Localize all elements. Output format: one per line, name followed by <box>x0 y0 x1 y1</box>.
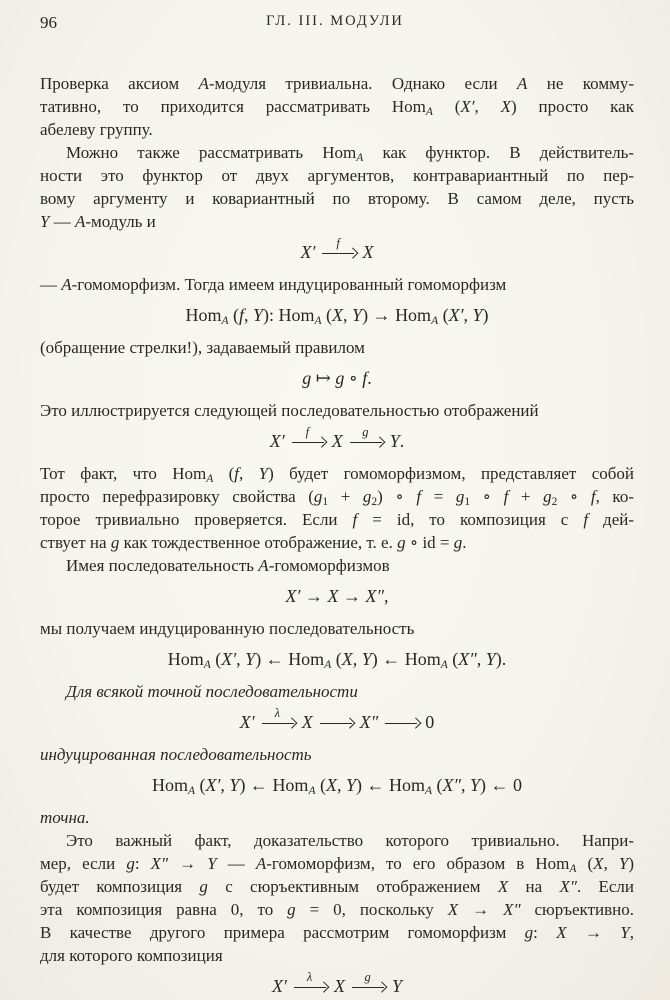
display-formula <box>40 773 634 798</box>
text-run: , <box>336 775 346 795</box>
subscript: A <box>324 659 332 671</box>
text-run: ) ← <box>255 649 289 669</box>
text-run: ) <box>482 305 489 325</box>
text-run: ) ← <box>355 775 389 795</box>
text-run: Y <box>472 305 483 325</box>
paragraph <box>40 743 634 766</box>
text-run: X <box>362 242 374 262</box>
text-run: → <box>300 586 328 606</box>
text-run: f <box>590 487 596 506</box>
text-run: g <box>397 533 406 552</box>
text-run: , <box>629 923 634 942</box>
text-run: ( <box>321 305 333 325</box>
text-run: = 0, поскольку <box>295 900 448 919</box>
text-run: дей- <box>588 510 634 529</box>
page-body <box>40 72 634 1000</box>
text-run: X <box>332 305 344 325</box>
paragraph-line <box>40 806 634 829</box>
text-run: — <box>216 854 256 873</box>
text-run: f <box>234 464 240 483</box>
text-run: , <box>383 586 389 606</box>
subscript: A <box>431 315 439 327</box>
arrow-label: λ <box>274 705 281 720</box>
text-run: В качестве другого примера рассмотрим гомоморфизм <box>40 923 525 942</box>
display-formula <box>40 969 634 999</box>
text-run: f <box>352 510 358 529</box>
text-run: Y <box>470 775 481 795</box>
paragraph <box>40 806 634 829</box>
text-run: ( <box>432 775 443 795</box>
text-run: ности это функтор от двух аргументов, контравариантный по пер- <box>40 166 634 185</box>
text-run: -модуль и <box>85 212 156 231</box>
text-run: ). <box>495 649 507 669</box>
text-run: g <box>199 877 208 896</box>
paragraph-line <box>40 875 634 898</box>
text-run: Hom <box>151 775 188 795</box>
text-run: g <box>453 533 463 552</box>
subscript: A <box>221 315 229 327</box>
text-run: X″ <box>359 712 379 732</box>
text-run: ( <box>447 649 459 669</box>
text-run: X′ <box>269 431 285 451</box>
paragraph-line <box>40 210 634 233</box>
text-run: сюръективно. <box>520 900 634 919</box>
paragraph <box>40 72 634 141</box>
text-run: X <box>556 923 567 942</box>
text-run: Это иллюстрируется следующей последовательностью отображений <box>40 401 539 420</box>
text-run: ( <box>576 854 594 873</box>
text-run: ∘ <box>470 487 504 506</box>
paragraph <box>40 462 634 554</box>
text-run: не комму- <box>527 74 634 93</box>
text-run: ( <box>331 649 342 669</box>
text-run: Для всякой точной последовательности <box>66 682 358 701</box>
text-run: Y <box>618 854 629 873</box>
text-run: f <box>416 487 422 506</box>
text-run: как функтор. В действитель- <box>363 143 634 162</box>
text-run: X″ <box>503 900 521 919</box>
text-run: Y <box>352 305 363 325</box>
display-formula <box>40 705 634 735</box>
text-run: X <box>593 854 604 873</box>
paragraph-line <box>40 187 634 210</box>
text-run: , <box>476 649 486 669</box>
text-run: Y <box>245 649 256 669</box>
text-run: X <box>500 97 512 116</box>
display-formula <box>40 235 634 265</box>
paragraph-line <box>40 72 634 95</box>
right-arrow-icon <box>350 424 384 447</box>
text-run: -гомоморфизм, то его образом в <box>266 854 536 873</box>
text-run: Hom <box>535 854 570 873</box>
text-run: Hom <box>404 649 441 669</box>
text-run: Y <box>258 464 269 483</box>
text-run: Можно также рассматривать <box>66 143 323 162</box>
right-arrow-icon <box>352 969 386 992</box>
text-run: g <box>287 900 296 919</box>
text-run: g <box>313 487 323 506</box>
paragraph <box>40 554 634 577</box>
page-header <box>0 13 670 35</box>
text-run: Y <box>40 212 50 231</box>
paragraph <box>40 680 634 703</box>
text-run: ( <box>228 305 239 325</box>
text-run: A <box>258 556 269 575</box>
text-run: ↦ <box>311 368 336 388</box>
text-run: , <box>463 305 473 325</box>
text-run: вому аргументу и ковариантный по второму. В самом деле, пусть <box>40 189 634 208</box>
text-run: эта композиция равна 0, то <box>40 900 288 919</box>
paragraph-line <box>40 743 634 766</box>
subscript: A <box>314 315 322 327</box>
display-formula <box>40 424 634 454</box>
subscript: A <box>206 473 214 485</box>
text-run: ) ∘ <box>377 487 417 506</box>
text-run: — <box>40 275 62 294</box>
text-run: X <box>333 976 345 996</box>
text-run: X′ <box>221 649 237 669</box>
text-run: X <box>327 586 339 606</box>
text-run: -гомоморфизм. Тогда имеем индуцированный гомоморфизм <box>71 275 507 294</box>
text-run: мы получаем индуцированную последовательность <box>40 619 415 638</box>
text-run: X′ <box>239 712 255 732</box>
text-run: Тот факт, что <box>40 464 173 483</box>
text-run: Y <box>253 305 264 325</box>
paragraph-line <box>40 531 634 554</box>
paragraph-line <box>40 485 634 508</box>
text-run: ) ← <box>239 775 273 795</box>
right-arrow-icon <box>262 705 296 728</box>
text-run: → <box>458 900 504 919</box>
text-run: с сюръективным отображением <box>207 877 498 896</box>
text-run: Проверка аксиом <box>40 74 199 93</box>
text-run: g <box>543 487 552 506</box>
arrow-label: f <box>336 235 340 250</box>
text-run: X <box>497 877 509 896</box>
text-run: X′ <box>448 305 464 325</box>
text-run: A <box>74 212 86 231</box>
text-run: для которого композиция <box>40 946 223 965</box>
subscript: 1 <box>322 496 329 508</box>
paragraph-line <box>40 336 634 359</box>
text-run: абелеву группу. <box>40 120 153 139</box>
paragraph <box>40 336 634 359</box>
paragraph-line <box>40 829 634 852</box>
paragraph-line <box>40 273 634 296</box>
subscript: 2 <box>371 496 378 508</box>
text-run: ) ← 0 <box>480 775 523 795</box>
text-run: X′ <box>300 242 316 262</box>
paragraph-line <box>40 462 634 485</box>
text-run: ( <box>438 305 449 325</box>
text-run: → <box>168 854 208 873</box>
text-run: → <box>566 923 621 942</box>
paragraph-line <box>40 921 634 944</box>
text-run: Y <box>389 431 400 451</box>
paragraph <box>40 399 634 422</box>
text-run: A <box>255 854 267 873</box>
text-run: A <box>61 275 72 294</box>
text-run: Имея последовательность <box>66 556 259 575</box>
text-run: -гомоморфизмов <box>268 556 390 575</box>
paragraph <box>40 141 634 233</box>
text-run: Y <box>229 775 240 795</box>
right-arrow-icon <box>292 424 326 447</box>
text-run: Hom <box>278 305 315 325</box>
subscript: 1 <box>464 496 471 508</box>
text-run: , <box>239 464 259 483</box>
text-run: точна. <box>40 808 90 827</box>
text-run: X′ <box>272 976 287 996</box>
text-run: Hom <box>288 649 325 669</box>
text-run: X″ <box>442 775 462 795</box>
text-run: , <box>236 649 246 669</box>
text-run: + <box>328 487 363 506</box>
text-run: ) → <box>362 305 396 325</box>
right-arrow-icon <box>385 716 419 728</box>
paragraph-line <box>40 164 634 187</box>
text-run: как тождественное отображение, т. е. <box>119 533 398 552</box>
text-run: просто перефразировку свойства ( <box>40 487 314 506</box>
text-run: ( <box>194 775 206 795</box>
text-run: . <box>462 533 467 552</box>
text-run: Y <box>620 923 630 942</box>
text-run: → <box>338 586 366 606</box>
paragraph-line <box>40 944 634 967</box>
subscript: A <box>308 785 316 797</box>
subscript: A <box>203 659 211 671</box>
text-run: , <box>220 775 230 795</box>
text-run: : <box>533 923 557 942</box>
text-run: , <box>603 854 619 873</box>
text-run: , <box>343 305 353 325</box>
text-run: g <box>126 854 135 873</box>
text-run: X <box>301 712 313 732</box>
text-run: Hom <box>388 775 425 795</box>
text-run: f <box>362 368 368 388</box>
text-run: ( <box>315 775 326 795</box>
text-run: на <box>508 877 560 896</box>
subscript: 2 <box>551 496 558 508</box>
text-run: (обращение стрелки!), задаваемый правилом <box>40 338 365 357</box>
text-run: , ко- <box>595 487 634 506</box>
text-run: ) ← <box>371 649 405 669</box>
right-arrow-icon <box>320 716 354 728</box>
paragraph <box>40 829 634 967</box>
text-run: g <box>110 533 120 552</box>
right-arrow-icon <box>322 235 356 258</box>
text-run: f <box>238 305 244 325</box>
text-run: ): <box>263 305 279 325</box>
text-run: f <box>583 510 589 529</box>
text-run: g <box>524 923 534 942</box>
text-run: g <box>335 368 345 388</box>
paragraph <box>40 273 634 296</box>
display-formula <box>40 647 634 672</box>
text-run: Hom <box>167 649 204 669</box>
text-run: ( <box>210 649 222 669</box>
display-formula <box>40 303 634 328</box>
text-run: = id, то композиция с <box>357 510 584 529</box>
text-run: Y <box>361 649 372 669</box>
arrow-label: f <box>305 424 310 439</box>
text-run: X <box>341 649 353 669</box>
text-run: X <box>325 775 337 795</box>
text-run: -модуля тривиальна. Однако если <box>208 74 517 93</box>
text-run: . Если <box>576 877 634 896</box>
subscript: A <box>424 785 433 797</box>
text-run: , <box>244 305 253 325</box>
paragraph-line <box>40 617 634 640</box>
paragraph-line <box>40 95 634 118</box>
subscript: A <box>440 659 448 671</box>
text-run: X <box>447 900 459 919</box>
text-run: X′ <box>205 775 221 795</box>
paragraph-line <box>40 118 634 141</box>
text-run: ( <box>432 97 461 116</box>
text-run: X″ <box>458 649 477 669</box>
text-run: Hom <box>322 143 357 162</box>
text-run: , <box>461 775 471 795</box>
text-run: . <box>367 368 372 388</box>
text-run: : <box>134 854 151 873</box>
subscript: A <box>425 106 433 118</box>
paragraph <box>40 617 634 640</box>
text-run: ∘ <box>344 368 363 388</box>
text-run: мер, если <box>40 854 127 873</box>
text-run: ∘ id = <box>405 533 454 552</box>
text-run: . <box>399 431 405 451</box>
text-run: Hom <box>172 464 207 483</box>
text-run: тативно, то приходится рассматривать <box>40 97 392 116</box>
paragraph-line <box>40 554 634 577</box>
text-run: Y <box>391 976 402 996</box>
text-run: A <box>198 74 209 93</box>
text-run: Hom <box>272 775 309 795</box>
text-run: будет композиция <box>40 877 200 896</box>
text-run: ( <box>213 464 235 483</box>
arrow-label: λ <box>306 969 313 984</box>
arrow-label: g <box>364 969 371 984</box>
text-run: , <box>352 649 362 669</box>
text-run: Это важный факт, доказательство которого тривиально. Напри- <box>66 831 634 850</box>
paragraph-line <box>40 680 634 703</box>
paragraph-line <box>40 399 634 422</box>
text-run: g <box>455 487 465 506</box>
page-number: 96 <box>40 13 57 32</box>
text-run: X′ <box>460 97 475 116</box>
text-run: Y <box>485 649 496 669</box>
text-run: X″ <box>150 854 169 873</box>
text-run: Y <box>207 854 217 873</box>
text-run: g <box>302 368 312 388</box>
text-run: A <box>516 74 528 93</box>
text-run: торое тривиально проверяется. Если <box>40 510 353 529</box>
text-run: Y <box>345 775 356 795</box>
text-run: X″ <box>365 586 384 606</box>
subscript: A <box>187 785 195 797</box>
paragraph-line <box>40 852 634 875</box>
text-run: X′ <box>285 586 301 606</box>
paragraph-line <box>40 898 634 921</box>
text-run: ) будет гомоморфизмом, представляет собой <box>268 464 634 483</box>
text-run: Hom <box>185 305 222 325</box>
running-head: ГЛ. III. МОДУЛИ <box>266 13 404 29</box>
text-run: g <box>362 487 372 506</box>
text-run: — <box>49 212 75 231</box>
text-run: ) <box>628 854 635 873</box>
arrow-label: g <box>362 424 369 439</box>
paragraph-line <box>40 508 634 531</box>
display-formula <box>40 366 634 391</box>
text-run: = <box>421 487 456 506</box>
text-run: 0 <box>425 712 435 732</box>
text-run: индуцированная последовательность <box>40 745 312 764</box>
right-arrow-icon <box>294 969 328 992</box>
text-run: X <box>331 431 343 451</box>
text-run: f <box>503 487 509 506</box>
text-run: Hom <box>395 305 432 325</box>
paragraph-line <box>40 141 634 164</box>
text-run: ) просто как <box>511 97 634 116</box>
text-run: Hom <box>391 97 426 116</box>
subscript: A <box>356 152 364 164</box>
text-run: , <box>474 97 501 116</box>
subscript: A <box>569 863 577 875</box>
text-run: ствует на <box>40 533 111 552</box>
text-run: + <box>508 487 544 506</box>
text-run: X″ <box>559 877 577 896</box>
display-formula <box>40 584 634 609</box>
text-run: ∘ <box>557 487 591 506</box>
